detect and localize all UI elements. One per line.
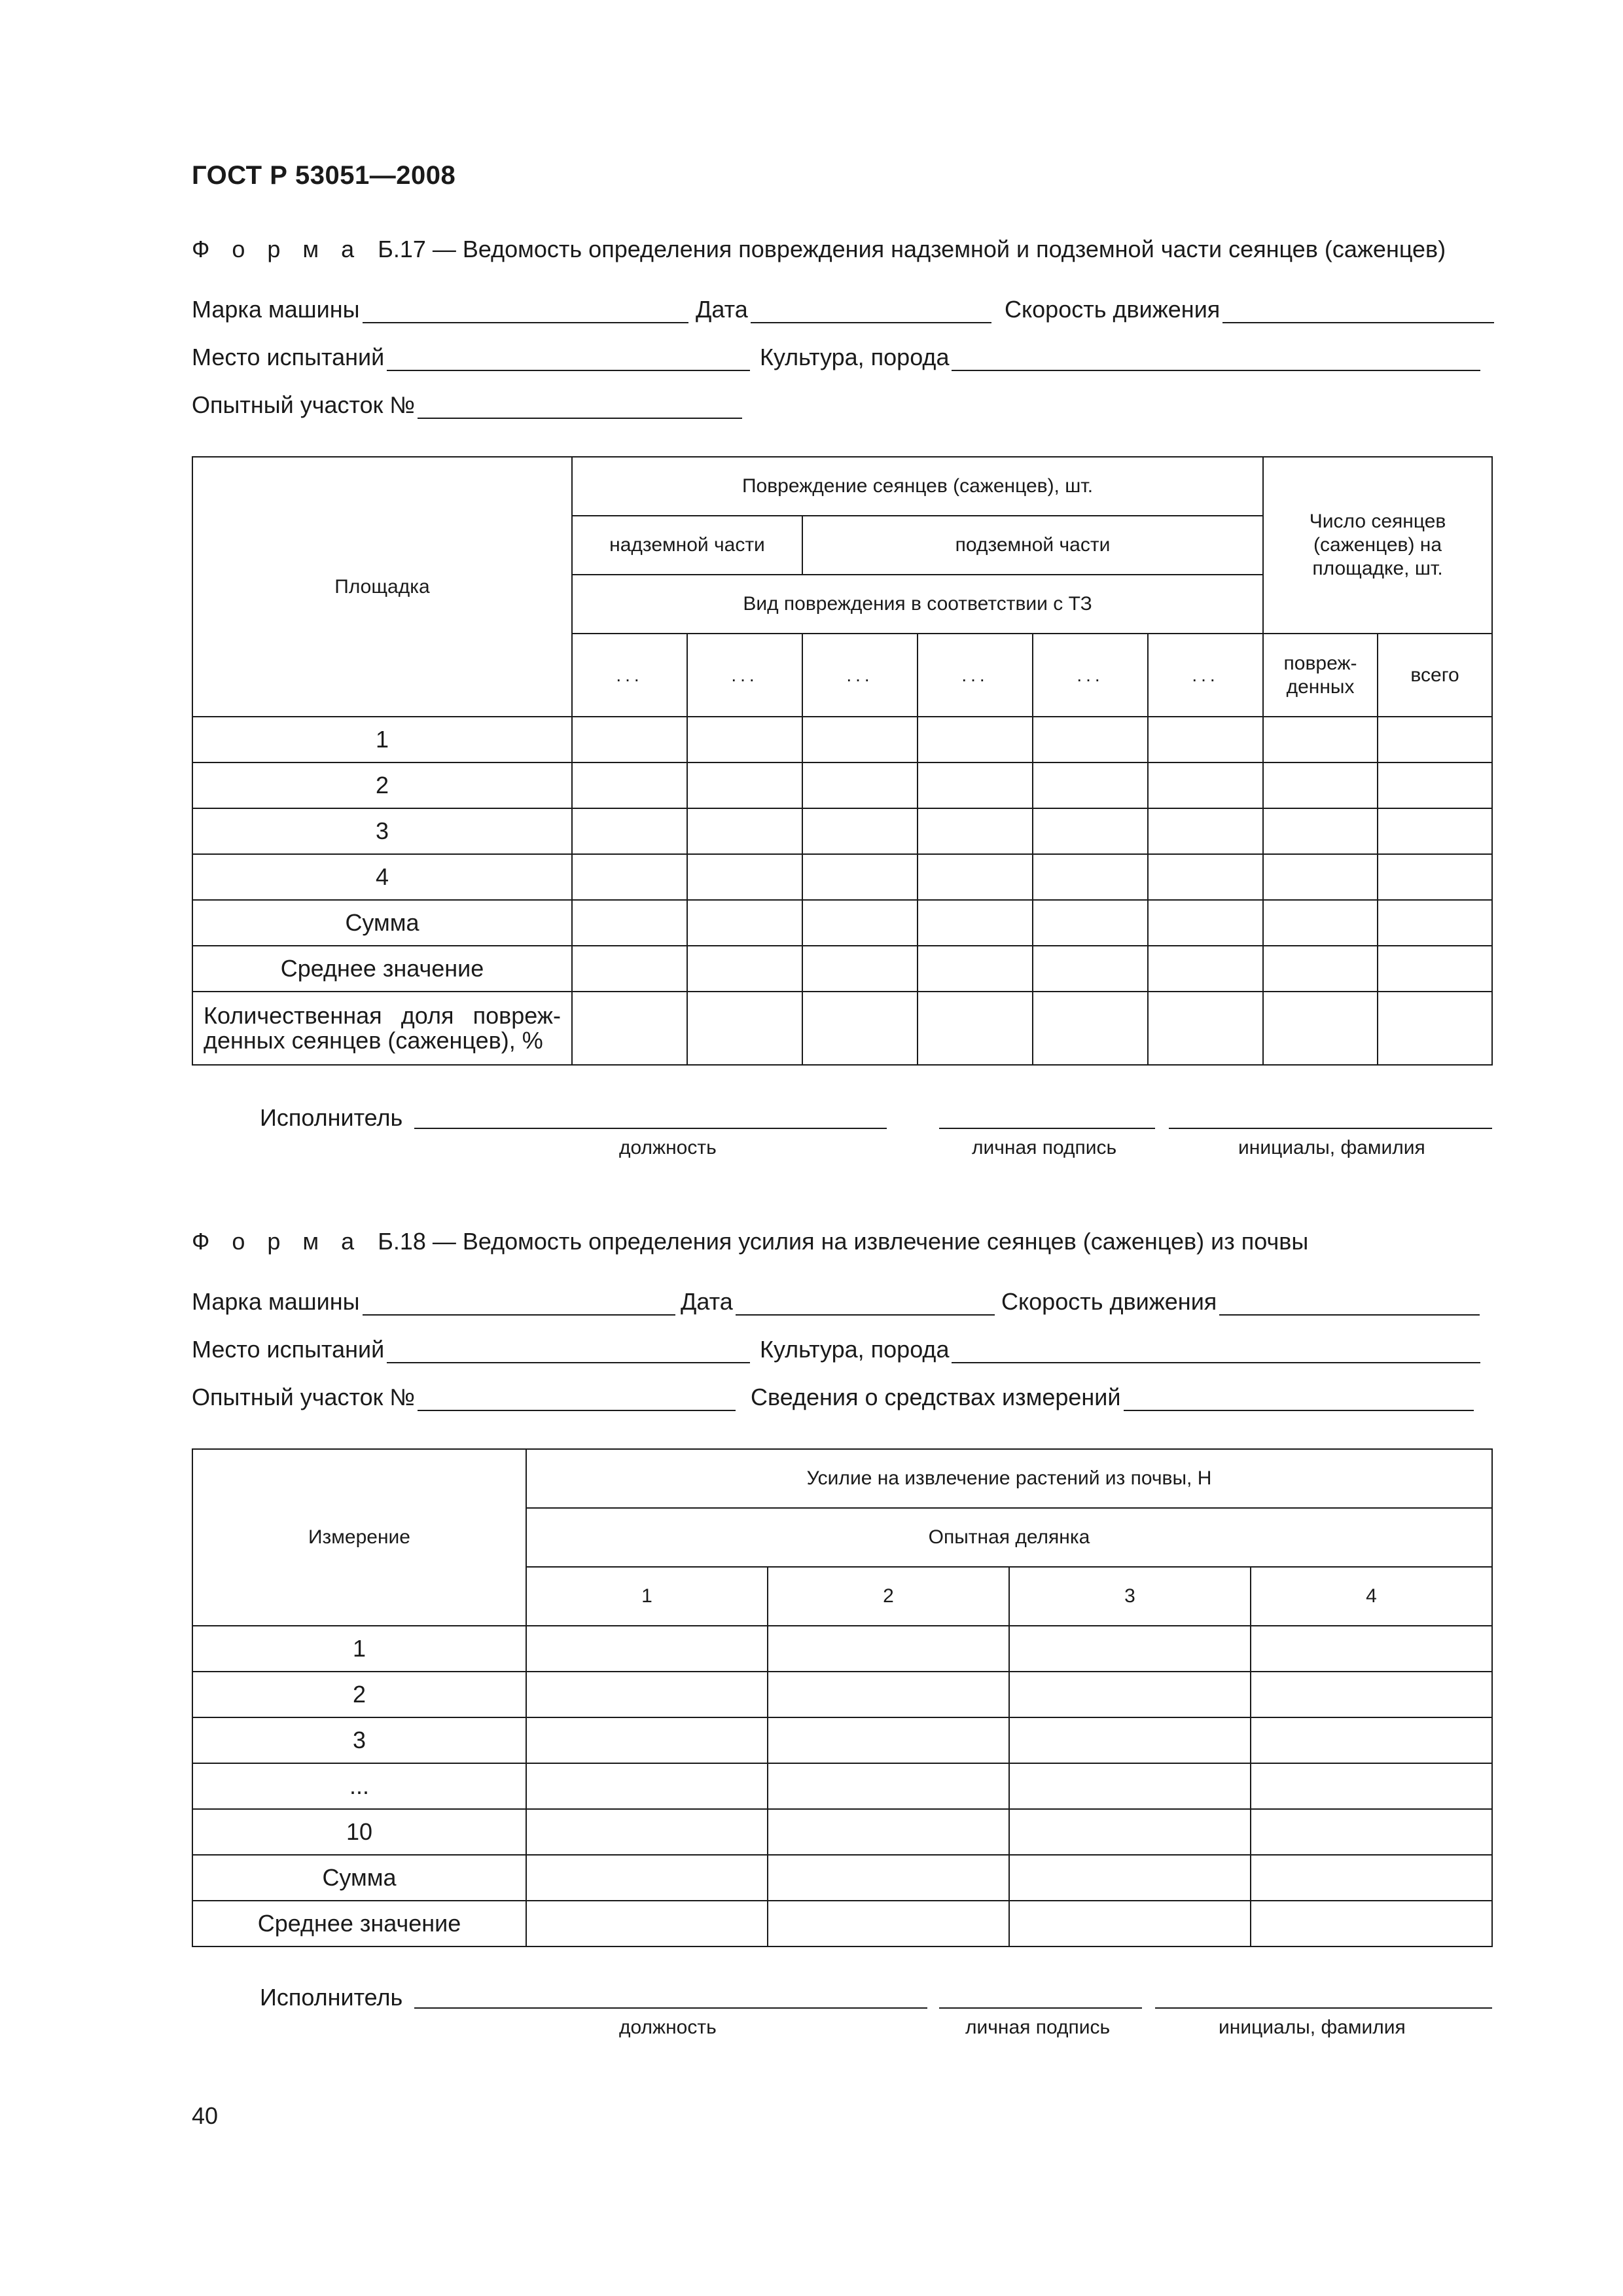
table-cell[interactable] — [572, 717, 687, 762]
table-row — [192, 1901, 1492, 1946]
table-cell[interactable] — [918, 946, 1033, 992]
form17-speed-field — [1005, 296, 1494, 323]
row-label: 2 — [192, 762, 572, 808]
culture-label: Культура, порода — [760, 344, 950, 370]
table-cell[interactable] — [687, 808, 802, 854]
form18-table-body — [192, 1626, 1492, 1946]
table-cell[interactable] — [526, 1809, 768, 1855]
table-cell[interactable] — [1263, 946, 1378, 992]
table-cell[interactable] — [1033, 808, 1148, 854]
table-cell[interactable] — [768, 1626, 1009, 1672]
test-site-input-line[interactable] — [387, 1340, 750, 1363]
table-cell[interactable] — [1033, 900, 1148, 946]
table-row — [192, 1717, 1492, 1763]
table-cell[interactable] — [572, 992, 687, 1065]
table-cell[interactable] — [572, 762, 687, 808]
test-site-label: Место испытаний — [192, 1336, 385, 1363]
form18-position-line[interactable] — [414, 2007, 927, 2009]
table-cell[interactable] — [768, 1855, 1009, 1901]
plot-input-line[interactable] — [418, 395, 742, 419]
test-site-label: Место испытаний — [192, 344, 385, 370]
table-row — [192, 992, 1492, 1065]
table-cell[interactable] — [802, 808, 918, 854]
row-label: 3 — [192, 808, 572, 854]
table-cell[interactable] — [1263, 717, 1378, 762]
table-cell[interactable] — [768, 1809, 1009, 1855]
form18-name-label: инициалы, фамилия — [1219, 2017, 1406, 2038]
form18-position-label: должность — [619, 2017, 717, 2038]
table-cell[interactable] — [572, 854, 687, 900]
culture-input-line[interactable] — [952, 1340, 1480, 1363]
speed-input-line[interactable] — [1219, 1292, 1480, 1316]
table-cell[interactable] — [1148, 762, 1263, 808]
count-group-header: Число сеянцев (саженцев) на площадке, шт. — [1263, 457, 1492, 634]
row-label: 10 — [192, 1809, 526, 1855]
table-cell[interactable] — [1033, 992, 1148, 1065]
plot-label: Опытный участок № — [192, 1384, 415, 1410]
damage-type-col-3: ... — [802, 634, 918, 717]
table-cell[interactable] — [1009, 1901, 1251, 1946]
form18-date-field — [681, 1288, 995, 1316]
table-cell[interactable] — [1148, 717, 1263, 762]
table-cell[interactable] — [572, 946, 687, 992]
plot-group-header: Опытная делянка — [526, 1508, 1492, 1567]
form18-table — [192, 1448, 1493, 1947]
plot-col-2: 2 — [768, 1567, 1009, 1626]
machine-brand-label: Марка машины — [192, 296, 360, 323]
row-label: 4 — [192, 854, 572, 900]
table-row — [192, 1855, 1492, 1901]
table-row — [192, 854, 1492, 900]
machine-brand-input-line[interactable] — [363, 1292, 675, 1316]
culture-input-line[interactable] — [952, 348, 1480, 371]
form18-caption-text: Б.18 — Ведомость определения усилия на извлечение сеянцев (саженцев) из почвы — [378, 1228, 1309, 1255]
table-cell[interactable] — [918, 992, 1033, 1065]
form18-name-line[interactable] — [1155, 2007, 1492, 2009]
table-cell[interactable] — [687, 992, 802, 1065]
table-cell[interactable] — [1033, 946, 1148, 992]
table-cell[interactable] — [1263, 854, 1378, 900]
machine-brand-input-line[interactable] — [363, 300, 688, 323]
row-label: Среднее значение — [192, 946, 572, 992]
row-label: 1 — [192, 1626, 526, 1672]
form18-caption — [192, 1228, 1308, 1255]
table-cell[interactable] — [526, 1855, 768, 1901]
row-label: 3 — [192, 1717, 526, 1763]
form17-signature-label: личная подпись — [972, 1137, 1117, 1158]
table-cell[interactable] — [1251, 1809, 1492, 1855]
plot-col-1: 1 — [526, 1567, 768, 1626]
form17-table-body — [192, 717, 1492, 1065]
damage-type-col-6: ... — [1148, 634, 1263, 717]
form17-test-site-field — [192, 344, 750, 371]
form17-table — [192, 456, 1493, 1066]
form17-date-field — [696, 296, 991, 323]
table-row — [192, 900, 1492, 946]
form18-form-word: Ф о р м а — [192, 1228, 363, 1255]
table-cell[interactable] — [768, 1717, 1009, 1763]
form17-position-line[interactable] — [414, 1128, 887, 1129]
form17-culture-field — [760, 344, 1480, 371]
culture-label: Культура, порода — [760, 1336, 950, 1363]
form17-position-label: должность — [619, 1137, 717, 1158]
table-cell[interactable] — [687, 762, 802, 808]
table-cell[interactable] — [526, 1626, 768, 1672]
form17-form-word: Ф о р м а — [192, 236, 363, 262]
table-cell[interactable] — [526, 1717, 768, 1763]
form17-plot-field — [192, 391, 742, 419]
table-row — [192, 1626, 1492, 1672]
damage-type-header: Вид повреждения в соответствии с ТЗ — [572, 575, 1263, 634]
form18-signature-label: личная подпись — [965, 2017, 1111, 2038]
table-cell[interactable] — [802, 717, 918, 762]
table-cell[interactable] — [918, 762, 1033, 808]
table-cell[interactable] — [802, 762, 918, 808]
document-header: ГОСТ Р 53051—2008 — [192, 161, 456, 190]
date-input-line[interactable] — [736, 1292, 995, 1316]
form18-machine-brand-field — [192, 1288, 675, 1316]
damage-type-col-4: ... — [918, 634, 1033, 717]
table-cell[interactable] — [768, 1672, 1009, 1717]
row-label: Сумма — [192, 1855, 526, 1901]
form18-plot-field — [192, 1384, 736, 1411]
table-cell[interactable] — [1148, 900, 1263, 946]
table-cell[interactable] — [572, 900, 687, 946]
form17-machine-brand-field — [192, 296, 688, 323]
test-site-input-line[interactable] — [387, 348, 750, 371]
table-cell[interactable] — [1378, 808, 1492, 854]
row-label: Количественная доля повреж-денных сеянцев (саженцев), % — [192, 992, 572, 1065]
form18-executor-label: Исполнитель — [260, 1984, 403, 2011]
force-group-header: Усилие на извлечение растений из почвы, Н — [526, 1449, 1492, 1508]
damage-type-col-2: ... — [687, 634, 802, 717]
form18-speed-field — [1001, 1288, 1480, 1316]
table-cell[interactable] — [1251, 1855, 1492, 1901]
table-cell[interactable] — [687, 717, 802, 762]
table-cell[interactable] — [1148, 946, 1263, 992]
table-cell[interactable] — [1033, 762, 1148, 808]
table-cell[interactable] — [1009, 1763, 1251, 1809]
table-cell[interactable] — [918, 717, 1033, 762]
row-label: 2 — [192, 1672, 526, 1717]
table-cell[interactable] — [918, 808, 1033, 854]
damaged-header: повреж-денных — [1263, 634, 1378, 717]
table-cell[interactable] — [1263, 900, 1378, 946]
table-cell[interactable] — [802, 900, 918, 946]
form18-signature-line[interactable] — [939, 2007, 1142, 2009]
underground-header: подземной части — [802, 516, 1263, 575]
plot-label: Опытный участок № — [192, 391, 415, 418]
table-cell[interactable] — [1251, 1626, 1492, 1672]
table-cell[interactable] — [1251, 1901, 1492, 1946]
table-cell[interactable] — [1009, 1855, 1251, 1901]
table-cell[interactable] — [1033, 717, 1148, 762]
page-number: 40 — [192, 2102, 219, 2129]
plot-col-3: 3 — [1009, 1567, 1251, 1626]
table-row — [192, 946, 1492, 992]
table-cell[interactable] — [802, 946, 918, 992]
table-cell[interactable] — [1251, 1717, 1492, 1763]
form17-caption-text: Б.17 — Ведомость определения повреждения надземной и подземной части сеянцев (саженцев) — [378, 236, 1446, 262]
table-cell[interactable] — [1251, 1672, 1492, 1717]
table-cell[interactable] — [1378, 900, 1492, 946]
damage-group-header: Повреждение сеянцев (саженцев), шт. — [572, 457, 1263, 516]
row-label: 1 — [192, 717, 572, 762]
date-input-line[interactable] — [751, 300, 991, 323]
table-cell[interactable] — [1378, 762, 1492, 808]
speed-label: Скорость движения — [1001, 1288, 1217, 1315]
table-row — [192, 1763, 1492, 1809]
form17-executor-label: Исполнитель — [260, 1104, 403, 1131]
row-label: Среднее значение — [192, 1901, 526, 1946]
row-label: Сумма — [192, 900, 572, 946]
table-cell[interactable] — [802, 854, 918, 900]
table-cell[interactable] — [1009, 1809, 1251, 1855]
plot-col-4: 4 — [1251, 1567, 1492, 1626]
form17-name-line[interactable] — [1169, 1128, 1492, 1129]
speed-input-line[interactable] — [1222, 300, 1494, 323]
form17-caption — [192, 236, 1446, 263]
table-cell[interactable] — [1378, 717, 1492, 762]
machine-brand-label: Марка машины — [192, 1288, 360, 1315]
table-cell[interactable] — [1263, 808, 1378, 854]
damage-type-col-1: ... — [572, 634, 687, 717]
table-row — [192, 1809, 1492, 1855]
instruments-label: Сведения о средствах измерений — [751, 1384, 1121, 1410]
form18-culture-field — [760, 1336, 1480, 1363]
table-cell[interactable] — [526, 1901, 768, 1946]
table-cell[interactable] — [1263, 762, 1378, 808]
speed-label: Скорость движения — [1005, 296, 1221, 323]
date-label: Дата — [696, 296, 748, 323]
table-cell[interactable] — [526, 1763, 768, 1809]
table-cell[interactable] — [1009, 1626, 1251, 1672]
table-row — [192, 808, 1492, 854]
table-cell[interactable] — [1378, 946, 1492, 992]
col-plot-header: Площадка — [192, 457, 572, 717]
form17-name-label: инициалы, фамилия — [1238, 1137, 1425, 1158]
total-header: всего — [1378, 634, 1492, 717]
table-cell[interactable] — [1378, 854, 1492, 900]
table-cell[interactable] — [768, 1901, 1009, 1946]
table-cell[interactable] — [1033, 854, 1148, 900]
table-cell[interactable] — [526, 1672, 768, 1717]
table-row — [192, 762, 1492, 808]
damage-type-col-5: ... — [1033, 634, 1148, 717]
aboveground-header: надземной части — [572, 516, 802, 575]
table-cell[interactable] — [802, 992, 918, 1065]
table-cell[interactable] — [687, 900, 802, 946]
table-cell[interactable] — [918, 900, 1033, 946]
table-cell[interactable] — [687, 946, 802, 992]
table-row — [192, 717, 1492, 762]
form17-signature-line[interactable] — [939, 1128, 1155, 1129]
table-cell[interactable] — [1148, 808, 1263, 854]
table-cell[interactable] — [1378, 992, 1492, 1065]
table-cell[interactable] — [687, 854, 802, 900]
col-measure-header: Измерение — [192, 1449, 526, 1626]
form18-instruments-field — [751, 1384, 1474, 1411]
form18-test-site-field — [192, 1336, 750, 1363]
table-cell[interactable] — [1148, 854, 1263, 900]
table-cell[interactable] — [918, 854, 1033, 900]
table-cell[interactable] — [768, 1763, 1009, 1809]
row-label: ... — [192, 1763, 526, 1809]
table-cell[interactable] — [1148, 992, 1263, 1065]
table-cell[interactable] — [572, 808, 687, 854]
table-cell[interactable] — [1251, 1763, 1492, 1809]
table-cell[interactable] — [1009, 1717, 1251, 1763]
date-label: Дата — [681, 1288, 733, 1315]
instruments-input-line[interactable] — [1124, 1388, 1474, 1411]
table-cell[interactable] — [1263, 992, 1378, 1065]
plot-input-line[interactable] — [418, 1388, 736, 1411]
table-row — [192, 1672, 1492, 1717]
table-cell[interactable] — [1009, 1672, 1251, 1717]
